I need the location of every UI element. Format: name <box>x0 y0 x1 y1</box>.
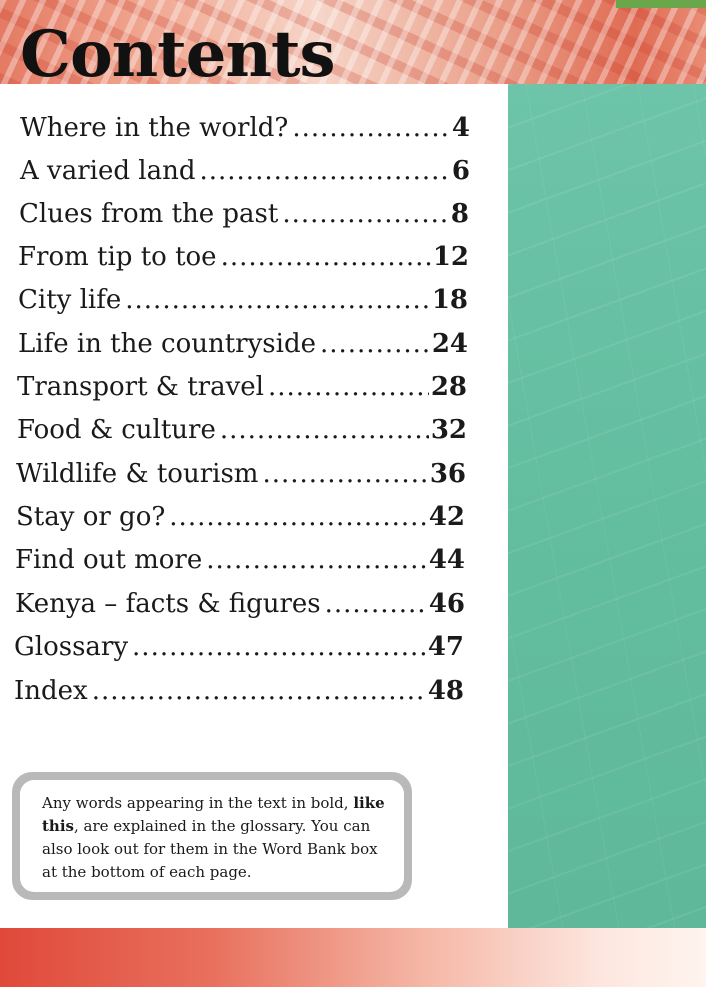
toc-entry[interactable] <box>18 324 468 364</box>
page-title: Contents <box>20 17 335 92</box>
note-text-part2: , are explained in the glossary. You can also look out for them in the Word Bank box at the bottom of each page. <box>42 817 378 881</box>
toc-entry[interactable] <box>15 540 465 580</box>
toc-entry[interactable] <box>17 410 467 450</box>
toc-entry[interactable] <box>17 367 467 407</box>
toc-leader-dots <box>199 151 449 191</box>
toc-entry-page: 32 <box>430 415 467 445</box>
toc-entry-page: 6 <box>451 156 470 186</box>
toc-leader-dots <box>268 367 429 407</box>
toc-leader-dots <box>132 627 426 667</box>
toc-entry[interactable] <box>16 497 465 537</box>
toc-entry-page: 44 <box>428 545 465 575</box>
map-side-panel <box>508 84 706 936</box>
toc-entry-page: 8 <box>450 199 469 229</box>
toc-leader-dots <box>92 671 426 711</box>
header-accent-strip <box>616 0 706 8</box>
toc-entry-title: Life in the countryside <box>18 329 316 359</box>
toc-entry-page: 12 <box>432 242 469 272</box>
note-bold-example: like this <box>42 794 385 835</box>
toc-entry[interactable] <box>18 280 468 320</box>
toc-entry-page: 36 <box>429 459 466 489</box>
toc-entry-title: Index <box>14 676 88 706</box>
toc-entry-title: Where in the world? <box>20 113 289 143</box>
toc-leader-dots <box>220 410 429 450</box>
toc-entry-title: From tip to toe <box>18 242 217 272</box>
toc-entry-title: Find out more <box>15 545 203 575</box>
toc-entry-page: 24 <box>431 329 468 359</box>
toc-entry-page: 48 <box>427 676 464 706</box>
toc-leader-dots <box>169 497 427 537</box>
toc-entry-title: Wildlife & tourism <box>16 459 259 489</box>
toc-entry[interactable] <box>20 108 470 148</box>
toc-entry[interactable] <box>15 584 465 624</box>
toc-leader-dots <box>325 584 427 624</box>
toc-leader-dots <box>320 324 430 364</box>
toc-entry[interactable] <box>19 194 469 234</box>
toc-leader-dots <box>282 194 449 234</box>
toc-leader-dots <box>221 237 431 277</box>
toc-entry[interactable] <box>18 237 469 277</box>
toc-entry[interactable] <box>14 671 464 711</box>
toc-entry[interactable] <box>16 454 466 494</box>
toc-leader-dots <box>206 540 427 580</box>
glossary-note-text <box>20 780 404 892</box>
toc-leader-dots <box>125 280 430 320</box>
toc-entry-title: Transport & travel <box>17 372 264 402</box>
toc-leader-dots <box>262 454 427 494</box>
header-banner <box>0 0 706 92</box>
toc-entry[interactable] <box>20 151 470 191</box>
toc-entry-page: 18 <box>431 285 468 315</box>
toc-entry-title: Kenya – facts & figures <box>15 589 321 619</box>
toc-entry-page: 46 <box>428 589 465 619</box>
toc-entry-title: Stay or go? <box>16 502 166 532</box>
toc-entry-title: Clues from the past <box>19 199 279 229</box>
toc-entry-page: 4 <box>451 113 470 143</box>
toc-entry-title: A varied land <box>20 156 196 186</box>
footer-banner <box>0 928 706 987</box>
glossary-note-box <box>12 772 412 900</box>
toc-entry-title: Glossary <box>14 632 129 662</box>
toc-entry-title: Food & culture <box>17 415 216 445</box>
toc-entry-page: 47 <box>427 632 464 662</box>
toc-entry-title: City life <box>18 285 122 315</box>
note-text-part1: Any words appearing in the text in bold, <box>42 794 354 812</box>
toc-entry[interactable] <box>14 627 464 667</box>
toc-entry-page: 42 <box>428 502 465 532</box>
toc-leader-dots <box>292 108 450 148</box>
toc-entry-page: 28 <box>430 372 467 402</box>
